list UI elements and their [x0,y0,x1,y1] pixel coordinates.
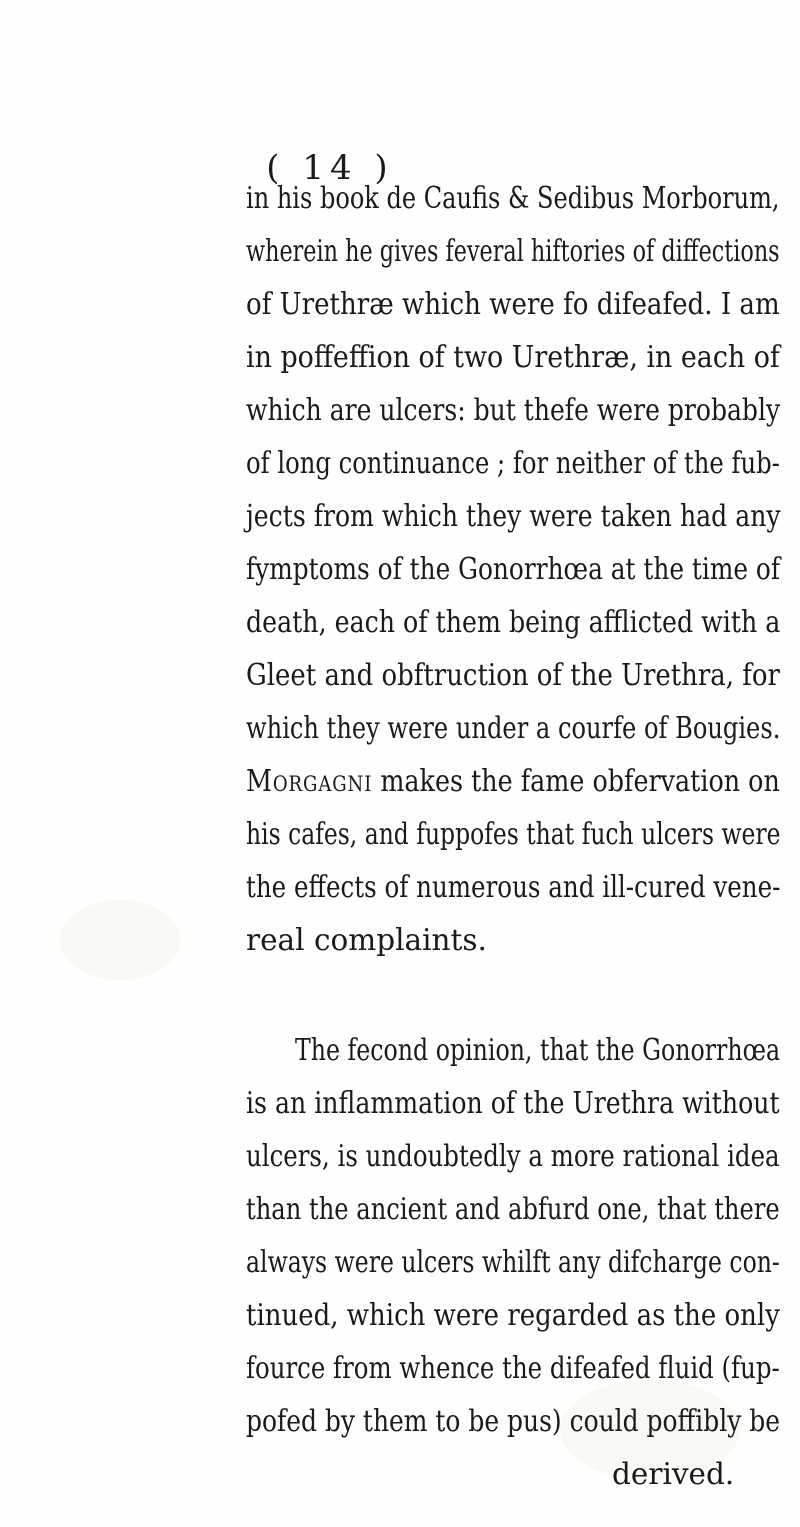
page-number: ( 14 ) [266,148,394,188]
text-line: the effects of numerous and ill-cured vene- [246,870,781,904]
text-line: pofed by them to be pus) could poffibly be [246,1404,781,1438]
text-line: jects from which they were taken had any [246,499,781,533]
text-line: than the ancient and abfurd one, that there [246,1192,780,1226]
paper-stain [60,900,180,980]
text-line: of Urethræ which were fo difeafed. I am [246,287,780,321]
catchword: derived. [612,1457,735,1491]
text-line: in poffeffion of two Urethræ, in each of [246,340,780,374]
text-line: real complaints. [246,923,487,957]
text-line: of long continuance ; for neither of the fub- [246,446,780,480]
text-line: ulcers, is undoubtedly a more rational idea [246,1139,780,1173]
text-line: death, each of them being afflicted with a [246,605,781,639]
text-line [246,761,780,801]
text-line: is an inflammation of the Urethra without [246,1086,780,1120]
text-line: fource from whence the difeafed fluid (fup- [246,1351,780,1385]
text-line: always were ulcers whilft any difcharge con- [246,1245,780,1279]
text-line: tinued, which were regarded as the only [246,1298,780,1332]
text-line: which they were under a courfe of Bougies. [246,711,781,745]
text-line: his cafes, and fuppofes that fuch ulcers were [246,817,781,851]
text-line-rest: makes the fame obfervation on [380,764,780,798]
text-line: fymptoms of the Gonorrhœa at the time of [246,552,781,586]
text-line: wherein he gives feveral hiftories of diffections [246,234,780,268]
text-line: Gleet and obftruction of the Urethra, for [246,658,780,692]
text-line: The fecond opinion, that the Gonorrhœa [295,1033,781,1067]
text-line: in his book de Caufis & Sedibus Morborum, [246,181,780,215]
text-line: which are ulcers: but thefe were probably [246,393,781,427]
author-name: Morgagni [246,764,373,798]
